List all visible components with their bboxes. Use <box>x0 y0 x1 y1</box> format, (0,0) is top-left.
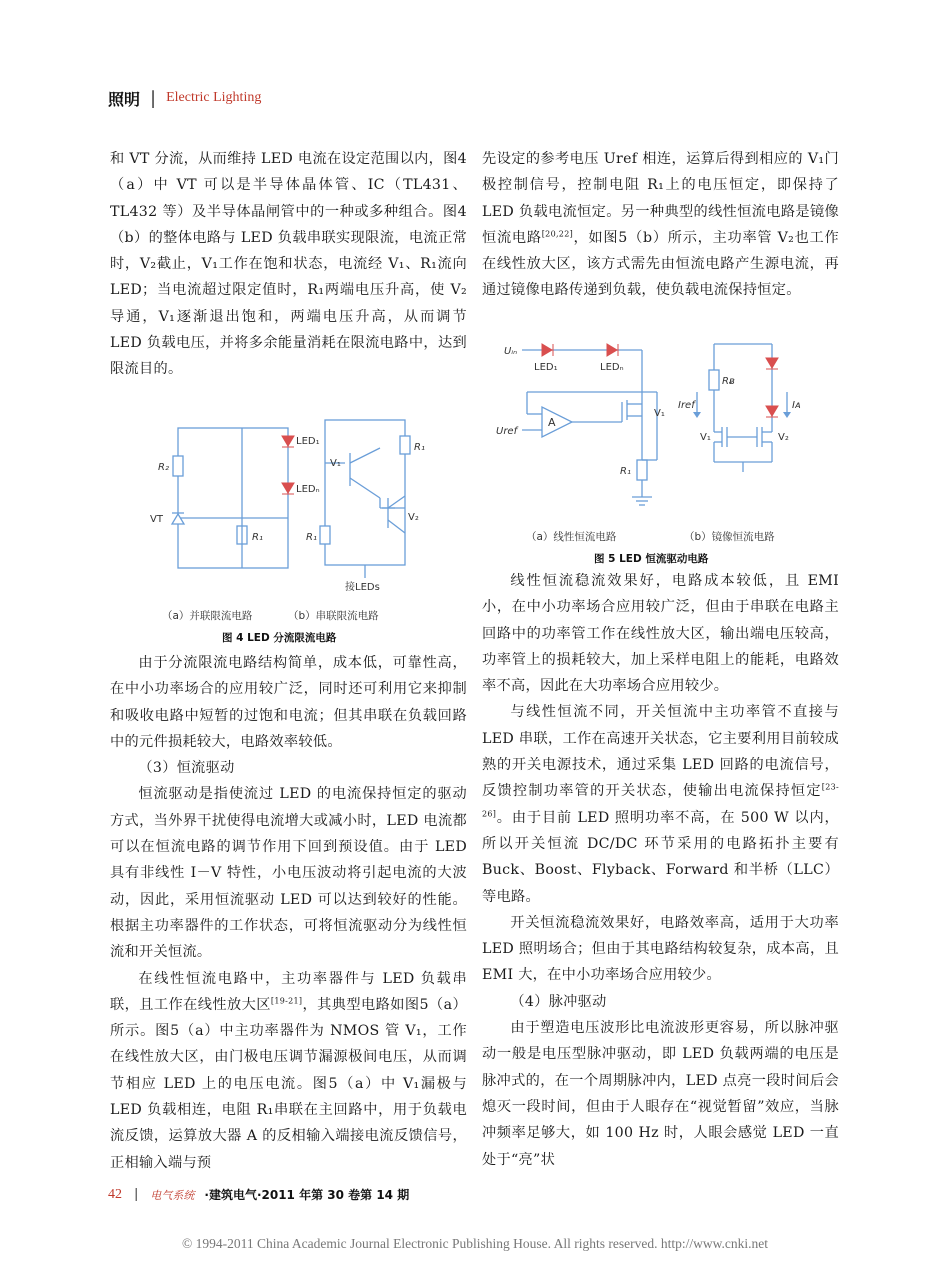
figure-5-caption: 图 5 LED 恒流驱动电路 <box>594 553 709 565</box>
label-r1: R₁ <box>306 532 317 543</box>
label-r1: R₁ <box>620 466 631 477</box>
label-v2: V₂ <box>408 512 419 523</box>
label-r2: R₂ <box>158 462 169 473</box>
journal-citation: ·建筑电气·2011 年第 30 卷第 14 期 <box>204 1188 410 1202</box>
right-column-top <box>482 146 839 304</box>
label-ledn: LEDₙ <box>600 362 624 373</box>
paragraph: 先设定的参考电压 Uref 相连，运算后得到相应的 V₁门极控制信号，控制电阻 R₁上的电压恒定，即保持了 LED 负载电流恒定。另一种典型的线性恒流电路是镜像恒流电路[20,22]，如图5（b）所示，主功率管 V₂也工作在线性放大区，该方式需先由恒流电路产生源电流，再通过镜像电路传递到负载，使负载电流保持恒定。 <box>482 151 839 299</box>
label-v2: V₂ <box>778 432 789 443</box>
label-leds: 接LEDs <box>345 582 380 593</box>
figure-4-caption: 图 4 LED 分流限流电路 <box>222 632 337 644</box>
label-led1: LED₁ <box>534 362 558 373</box>
page-number: 42 <box>108 1186 122 1202</box>
label-v1: V₁ <box>654 408 665 419</box>
journal-logo: 电气系统 <box>150 1188 195 1202</box>
section-heading: （4）脉冲驱动 <box>510 993 607 1010</box>
label-r1: R₁ <box>252 532 263 543</box>
header-section-en: Electric Lighting <box>166 90 262 105</box>
label-ia: Iᴀ <box>792 400 801 411</box>
label-opamp: A <box>548 416 556 429</box>
paragraph: 由于塑造电压波形比电流波形更容易，所以脉冲驱动一般是电压型脉冲驱动，即 LED 负载两端的电压是脉冲式的，在一个周期脉冲内，LED 点亮一段时间后会熄灭一段时间，但由于人眼存在“视觉暂留”效应，当脉冲频率足够大，如 100 Hz 时，人眼会感觉 LED 一直处于“亮”状 <box>482 1020 839 1168</box>
label-iref: Iref <box>678 400 695 411</box>
left-column-bottom <box>110 650 467 1176</box>
paragraph: 线性恒流稳流效果好，电路成本较低，且 EMI 小，在中小功率场合应用较广泛，但由于串联在电路主回路中的功率管工作在线性放大区，输出端电压较高，功率管上的损耗较大，加上采样电阻上的能耗，电路效率不高，因此在大功率场合应用较少。 <box>482 573 839 695</box>
citation: [20,22] <box>541 229 574 239</box>
paragraph: 开关恒流稳流效果好，电路效率高，适用于大功率 LED 照明场合；但由于其电路结构较复杂，成本高，且 EMI 大，在中小功率场合应用较少。 <box>482 914 839 984</box>
label-vt: VT <box>150 514 163 525</box>
figure-5a-caption: （a）线性恒流电路 <box>526 531 617 543</box>
figure-4a-caption: （a）并联限流电路 <box>162 610 253 622</box>
figure-5 <box>482 332 839 567</box>
label-ledn: LEDₙ <box>296 484 320 495</box>
figure-5b-caption: （b）镜像恒流电路 <box>684 531 775 543</box>
section-heading: （3）恒流驱动 <box>138 760 235 777</box>
figure-4-diagram <box>110 408 467 598</box>
page-footer <box>108 1186 409 1203</box>
figure-5-diagram <box>482 332 839 522</box>
label-v1: V₁ <box>330 458 341 469</box>
running-header <box>108 86 261 110</box>
paragraph: 恒流驱动是指使流过 LED 的电流保持恒定的驱动方式，当外界干扰使得电流增大或减小时，LED 电流都可以在恒流电路的调节作用下回到预设值。由于 LED 具有非线性 I－V 特性，小电压波动将引起电流的大波动，因此，采用恒流驱动 LED 可以达到较好的性能。根据主功率器件的工作状态，可将恒流驱动分为线性恒流和开关恒流。 <box>110 786 467 961</box>
label-led1: LED₁ <box>296 436 320 447</box>
figure-4b-caption: （b）串联限流电路 <box>288 610 379 622</box>
figure-4 <box>110 408 467 648</box>
paragraph: 在线性恒流电路中，主功率器件与 LED 负载串联，且工作在线性放大区[19-21]，其典型电路如图5（a）所示。图5（a）中主功率器件为 NMOS 管 V₁，工作在线性放大区，由门极电压调节漏源极间电压，从而调节相应 LED 上的电压电流。图5（a）中 V₁漏极与 LED 负载相连，电阻 R₁串联在主回路中，用于负载电流反馈，运算放大器 A 的反相输入端接电流反馈信号，正相输入端与预 <box>110 970 467 1171</box>
citation: [23-26] <box>482 782 839 818</box>
right-column-bottom <box>482 568 839 1173</box>
left-column-top <box>110 146 467 383</box>
paragraph: 和 VT 分流，从而维持 LED 电流在设定范围以内，图4 （a）中 VT 可以是半导体晶体管、IC（TL431、TL432 等）及半导体晶闸管中的一种或多种组合。图4（b）的整体电路与 LED 负载串联实现限流，电流正常时，V₂截止，V₁工作在饱和状态，电流经 V₁、R₁流向 LED；当电流超过限定值时，R₁两端电压升高，使 V₂导通，V₁逐渐退出饱和，两端电压升高，从而调节 LED 负载电压，并将多余能量消耗在限流电路中，达到限流目的。 <box>110 151 467 378</box>
header-separator: | <box>150 87 157 109</box>
label-uin: Uᵢₙ <box>504 346 518 357</box>
paragraph: 由于分流限流电路结构简单，成本低，可靠性高，在中小功率场合的应用较广泛，同时还可利用它来抑制和吸收电路中短暂的过饱和电流；但其串联在负载回路中的元件损耗较大，电路效率较低。 <box>110 655 467 750</box>
citation: [19-21] <box>270 996 303 1006</box>
label-uref: Uref <box>496 426 518 437</box>
footer-separator: | <box>134 1187 139 1202</box>
label-v1: V₁ <box>700 432 711 443</box>
paragraph: 与线性恒流不同，开关恒流中主功率管不直接与 LED 串联，工作在高速开关状态，它主要利用目前较成熟的开关电源技术，通过采集 LED 回路的电流信号，反馈控制功率管的开关状态，使输出电流保持恒定[23-26]。由于目前 LED 照明功率不高，在 500 W 以内，所以开关恒流 DC/DC 环节采用的电路拓扑主要有 Buck、Boost、Flyback、Forward 和半桥（LLC）等电路。 <box>482 704 839 905</box>
copyright-notice: © 1994-2011 China Academic Journal Electronic Publishing House. All rights reserved. http://www.cnki.net <box>182 1236 768 1251</box>
label-rb: Rᴃ <box>722 376 735 387</box>
header-section-cn: 照明 <box>108 89 141 109</box>
label-r1: R₁ <box>414 442 425 453</box>
